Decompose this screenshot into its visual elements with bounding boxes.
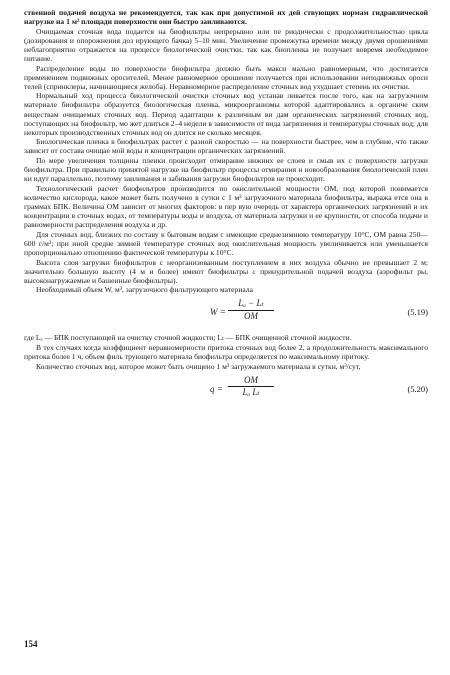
- formula-numerator: OM: [228, 376, 274, 387]
- paragraph: Нормальный ход процесса биологической очистки сточных вод устанав ливается после того, как на загрузочном материале биофильтра образуется биологическая пленка, микроорганизмы которой адаптировались к органиче ским веществам очищаемых сточных вод. Период адаптации к различным ви дам органических загрязнений сточных вод, поступающих на биофильтр, мо жет длиться 2–4 недели в зависимости от вида загрязнения и температуры сточных вод; для некоторых производственных сточных вод он длится не сколько месяцев.: [24, 91, 428, 137]
- paragraph-definitions: где Lₐ — БПК поступающей на очистку сточной жидкости; Lₜ — БПК очищенной сточной жидкости.: [24, 333, 352, 343]
- paragraph: Очищаемая сточная вода подается на биофильтры непрерывно или пе риодически с продолжительностью цикла (дозирования и опорожнения доз ирующего бачка) 5–10 мин. Увеличение промежутка времени между двумя орошениями неблагоприятно отражается на процессе биологической очистки, так как биопленка не получает вовремя необходимое питание.: [24, 26, 428, 63]
- formula-5-20: [24, 376, 428, 406]
- formula-lhs: W =: [210, 307, 226, 318]
- paragraph-continuation: ственной подачей воздуха не рекомендуется, так как при допустимой их дей ствующих нормам гидравлической нагрузке на 1 м² площади поверхности они быстро заиливаются.: [24, 8, 428, 27]
- formula-denominator: OM: [244, 310, 258, 321]
- formula-numerator: Lₐ − Lₜ: [228, 299, 274, 310]
- paragraph: Распределение воды по поверхности биофильтра должно быть макси мально равномерным, что достигается применением подвижных оросителей. Менее равномерное орошение получается при использовании неподвижных ороси телей (спринклеры, начинающиеся желоба). Неравномерное распределение сточных вод ухудшает степень их очистки.: [24, 63, 428, 91]
- paragraph: В тех случаях когда коэффициент неравномерности притока сточных вод более 2, а продолжительность максимального притока более 1 ч, объем филь трующего материала биофильтра определяется по максимальному притоку.: [24, 343, 428, 362]
- formula-number: (5.19): [407, 307, 428, 318]
- paragraph: Необходимый объем W, м³, загрузочного фильтрующего материала: [36, 285, 253, 295]
- page-number: 154: [24, 639, 38, 649]
- formula-fraction: [228, 376, 274, 397]
- paragraph: Биологическая пленка в биофильтрах растет с разной скоростью — на поверхности быстрее, чем в глубине, что также зависит от состава очищае мой воды и концентрации органических загрязнений.: [24, 137, 428, 156]
- formula-fraction: [228, 299, 274, 320]
- paragraph: Количество сточных вод, которое может быть очищено 1 м³ загружаемого материала в сутки, м³/сут,: [36, 361, 361, 371]
- formula-5-19: [24, 299, 428, 329]
- paragraph: По мере увеличения толщины пленки происходит отмирание нижних ее слоев и смыв их с поверхности загрузки биофильтра. При правильно принятой нагрузке на биофильтр процессы отмирания и новообразования биологической плен ки идут параллельно, поэтому заиливания и забивания загрузки биофильтров не происходит.: [24, 156, 428, 184]
- formula-denominator: Lₐ Lₜ: [242, 386, 260, 397]
- paragraph: Для сточных вод, близких по составу к бытовым водам с имеющие среднезимнюю температуру 10°С, ОМ равна 250—600 г/м³; при иной средне зимней температуре сточных вод окислительная мощность увеличивается или уменьшается пропорционально отношению фактической температуры к 10°С.: [24, 229, 428, 257]
- paragraph: Технологический расчет биофильтров производится по окислительной мощности ОМ, под которой понимается количество кислорода, какое может быть получено в сутки с 1 м³ загрузочного материала биофильтра, выража ется она в граммах БПК. Величина ОМ зависит от многих факторов: в пер вую очередь от характера органических загрязнений и их концентрации в сточных водах, от температуры воды и воздуха, от материала загрузки и ее крупности, от способа подачи и равномерности распределения воздуха и др.: [24, 183, 428, 230]
- paragraph: Высота слоя загрузки биофильтров с неорганизованным поступлением в них воздуха обычно не превышает 2 м; значительно большую высоту (4 м и более) имеют биофильтры с принудительной подачей воздуха (аэрофильт ры, высоконагружаемые и башенные биофильтры).: [24, 257, 428, 285]
- formula-number: (5.20): [407, 383, 428, 394]
- formula-lhs: q =: [210, 383, 223, 394]
